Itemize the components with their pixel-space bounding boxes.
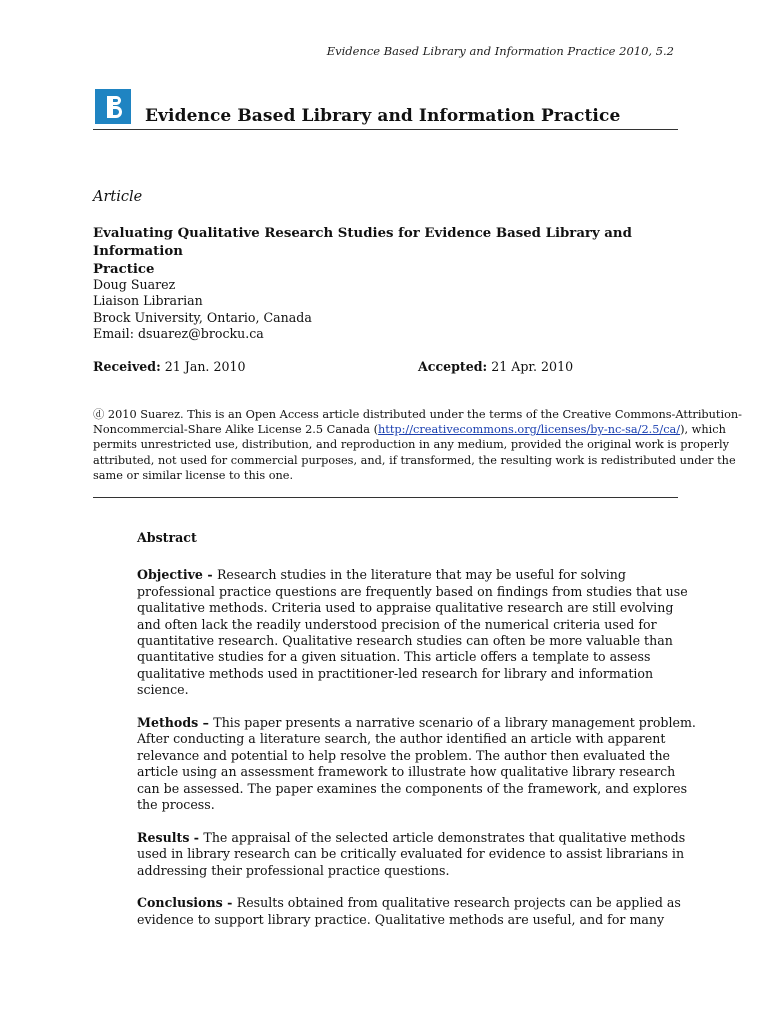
article-title-line: Evaluating Qualitative Research Studies for Evidence Based Library and Information bbox=[93, 226, 632, 259]
author-affiliation: Brock University, Ontario, Canada bbox=[93, 309, 312, 325]
copyright-icon: ⓓ bbox=[93, 408, 108, 421]
license-notice: ⓓ 2010 Suarez. This is an Open Access article distributed under the terms of the Creative Commons-Attribution- Noncommercial-Share Alike License 2.5 Canada (http://creativecommons.org/licenses/by-nc-sa/2.5/ca/), which permits unrestricted use, distribution, and reproduction in any medium, provided the original work is properly attributed, not used for commercial purposes, and, if transformed, the resulting work is redistributed under the same or similar license to this one. bbox=[93, 408, 742, 482]
author-email: Email: dsuarez@brocku.ca bbox=[93, 325, 264, 341]
journal-title: Evidence Based Library and Information Practice bbox=[145, 106, 621, 126]
journal-logo-icon bbox=[95, 89, 131, 124]
abstract-conclusions: Conclusions - Results obtained from qualitative research projects can be applied as evidence to support library practice. Qualitative methods are useful, and for many bbox=[137, 895, 681, 927]
abstract bbox=[137, 530, 696, 945]
abstract-methods: Methods – This paper presents a narrative scenario of a library management problem. After conducting a literature search, the author identified an article with apparent relevance and potential to help resolve the problem. The author then evaluated the article using an assessment framework to illustrate how qualitative library research can be assessed. The paper examines the components of the framework, and explores the process. bbox=[137, 715, 696, 813]
running-head: Evidence Based Library and Information Practice 2010, 5.2 bbox=[326, 44, 674, 58]
abstract-heading: Abstract bbox=[137, 530, 197, 545]
abstract-objective: Objective - Research studies in the literature that may be useful for solving professional practice questions are frequently based on findings from studies that use qualitative methods. Criteria used to appraise qualitative research are still evolving and often lack the readily understood precision of the numerical criteria used for quantitative research. Qualitative research studies can often be more valuable than quantitative studies for a given situation. This article offers a template to assess qualitative methods used in practitioner-led research for library and information science. bbox=[137, 567, 688, 698]
article-type: Article bbox=[93, 189, 143, 205]
abstract-results: Results - The appraisal of the selected article demonstrates that qualitative methods used in library research can be critically evaluated for evidence to assist librarians in addressing their professional practice questions. bbox=[137, 829, 686, 878]
section-divider bbox=[93, 497, 678, 498]
article-title-line: Practice bbox=[93, 262, 155, 277]
author-role: Liaison Librarian bbox=[93, 293, 203, 309]
author-name: Doug Suarez bbox=[93, 277, 176, 292]
accepted-date: Accepted: 21 Apr. 2010 bbox=[418, 359, 574, 374]
author-block bbox=[93, 277, 312, 342]
article-dates bbox=[93, 359, 673, 374]
article-title bbox=[93, 225, 673, 279]
received-date: Received: 21 Jan. 2010 bbox=[93, 359, 246, 374]
journal-header bbox=[93, 89, 678, 130]
license-link[interactable]: http://creativecommons.org/licenses/by-nc-sa/2.5/ca/ bbox=[378, 423, 681, 437]
